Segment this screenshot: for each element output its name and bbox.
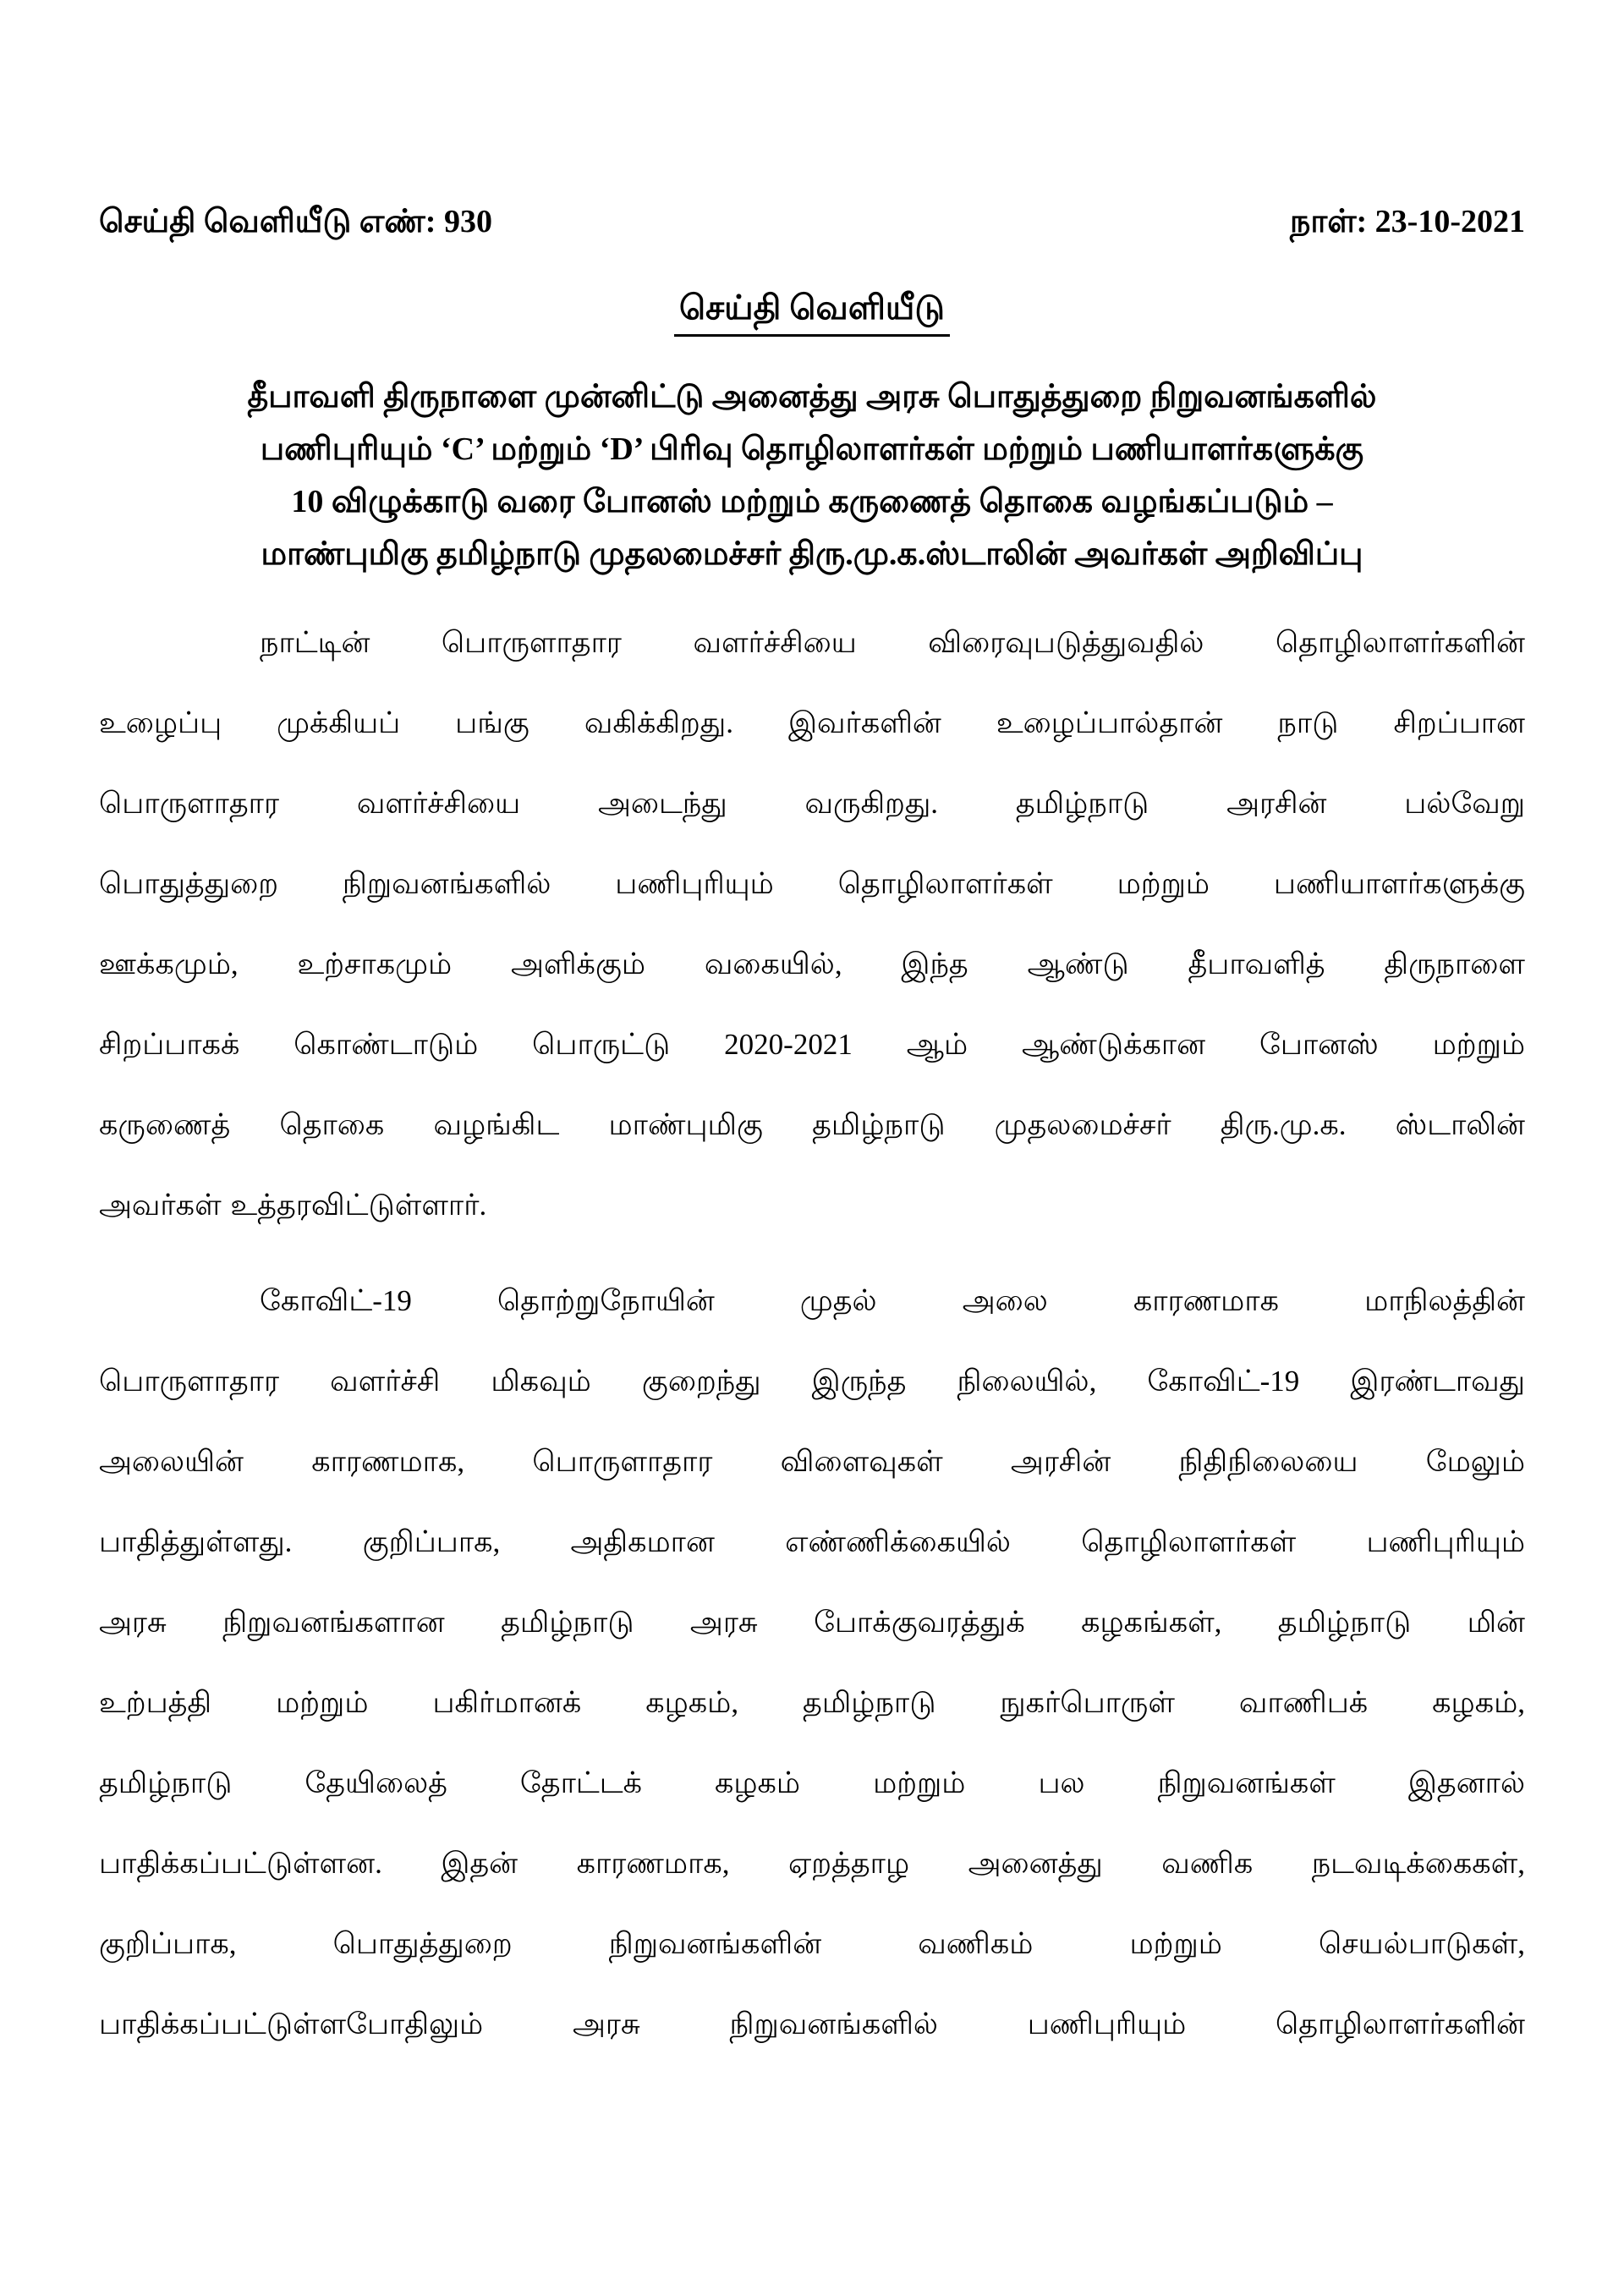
heading-line: மாண்புமிகு தமிழ்நாடு முதலமைச்சர் திரு.மு.க.ஸ்டாலின் அவர்கள் அறிவிப்பு bbox=[261, 536, 1363, 572]
body-line: அரசு நிறுவனங்களான தமிழ்நாடு அரசு போக்குவரத்துக் கழகங்கள், தமிழ்நாடு மின் bbox=[99, 1606, 1525, 1639]
body-line: உழைப்பு முக்கியப் பங்கு வகிக்கிறது. இவர்களின் உழைப்பால்தான் நாடு சிறப்பான bbox=[99, 706, 1525, 739]
body-line: குறிப்பாக, பொதுத்துறை நிறுவனங்களின் வணிகம் மற்றும் செயல்பாடுகள், bbox=[99, 1927, 1525, 1960]
body-line: உற்பத்தி மற்றும் பகிர்மானக் கழகம், தமிழ்நாடு நுகர்பொருள் வாணிபக் கழகம், bbox=[99, 1686, 1525, 1719]
body-line: அலையின் காரணமாக, பொருளாதார விளைவுகள் அரசின் நிதிநிலையை மேலும் bbox=[99, 1445, 1525, 1478]
body-line: பாதிக்கப்பட்டுள்ளன. இதன் காரணமாக, ஏறத்தாழ அனைத்து வணிக நடவடிக்கைகள், bbox=[99, 1847, 1525, 1880]
document-title bbox=[99, 286, 1525, 337]
body-line: கோவிட்-19 தொற்றுநோயின் முதல் அலை காரணமாக மாநிலத்தின் bbox=[260, 1284, 1525, 1317]
body-line: சிறப்பாகக் கொண்டாடும் பொருட்டு 2020-2021 ஆம் ஆண்டுக்கான போனஸ் மற்றும் bbox=[99, 1028, 1525, 1061]
body-line: பொதுத்துறை நிறுவனங்களில் பணிபுரியும் தொழிலாளர்கள் மற்றும் பணியாளர்களுக்கு bbox=[99, 867, 1525, 900]
body-line: பொருளாதார வளர்ச்சி மிகவும் குறைந்து இருந்த நிலையில், கோவிட்-19 இரண்டாவது bbox=[99, 1365, 1525, 1398]
body-paragraph-2 bbox=[99, 1261, 1525, 2064]
body-line: தமிழ்நாடு தேயிலைத் தோட்டக் கழகம் மற்றும் பல நிறுவனங்கள் இதனால் bbox=[99, 1766, 1525, 1799]
document-header bbox=[99, 200, 1525, 244]
heading-line: தீபாவளி திருநாளை முன்னிட்டு அனைத்து அரசு பொதுத்துறை நிறுவனங்களில் bbox=[247, 379, 1377, 415]
body-line: அவர்கள் உத்தரவிட்டுள்ளார். bbox=[99, 1189, 487, 1222]
body-line: நாட்டின் பொருளாதார வளர்ச்சியை விரைவுபடுத்துவதில் தொழிலாளர்களின் bbox=[260, 626, 1525, 659]
body-line: பொருளாதார வளர்ச்சியை அடைந்து வருகிறது. தமிழ்நாடு அரசின் பல்வேறு bbox=[99, 787, 1525, 820]
announcement-heading bbox=[99, 371, 1525, 580]
release-number: செய்தி வெளியீடு எண்: 930 bbox=[99, 204, 492, 239]
document-title-text: செய்தி வெளியீடு bbox=[674, 286, 950, 337]
release-date: நாள்: 23-10-2021 bbox=[1290, 204, 1525, 239]
body-line: பாதிக்கப்பட்டுள்ளபோதிலும் அரசு நிறுவனங்களில் பணிபுரியும் தொழிலாளர்களின் bbox=[99, 2008, 1525, 2041]
body-line: ஊக்கமும், உற்சாகமும் அளிக்கும் வகையில், இந்த ஆண்டு தீபாவளித் திருநாளை bbox=[99, 948, 1525, 980]
heading-line: பணிபுரியும் ‘C’ மற்றும் ‘D’ பிரிவு தொழிலாளர்கள் மற்றும் பணியாளர்களுக்கு bbox=[260, 431, 1364, 467]
body-line: பாதித்துள்ளது. குறிப்பாக, அதிகமான எண்ணிக்கையில் தொழிலாளர்கள் பணிபுரியும் bbox=[99, 1525, 1525, 1558]
heading-line: 10 விழுக்காடு வரை போனஸ் மற்றும் கருணைத் தொகை வழங்கப்படும் – bbox=[291, 484, 1333, 519]
document-body bbox=[99, 602, 1525, 2064]
body-line: கருணைத் தொகை வழங்கிட மாண்புமிகு தமிழ்நாடு முதலமைச்சர் திரு.மு.க. ஸ்டாலின் bbox=[99, 1108, 1525, 1141]
body-paragraph-1 bbox=[99, 602, 1525, 1245]
